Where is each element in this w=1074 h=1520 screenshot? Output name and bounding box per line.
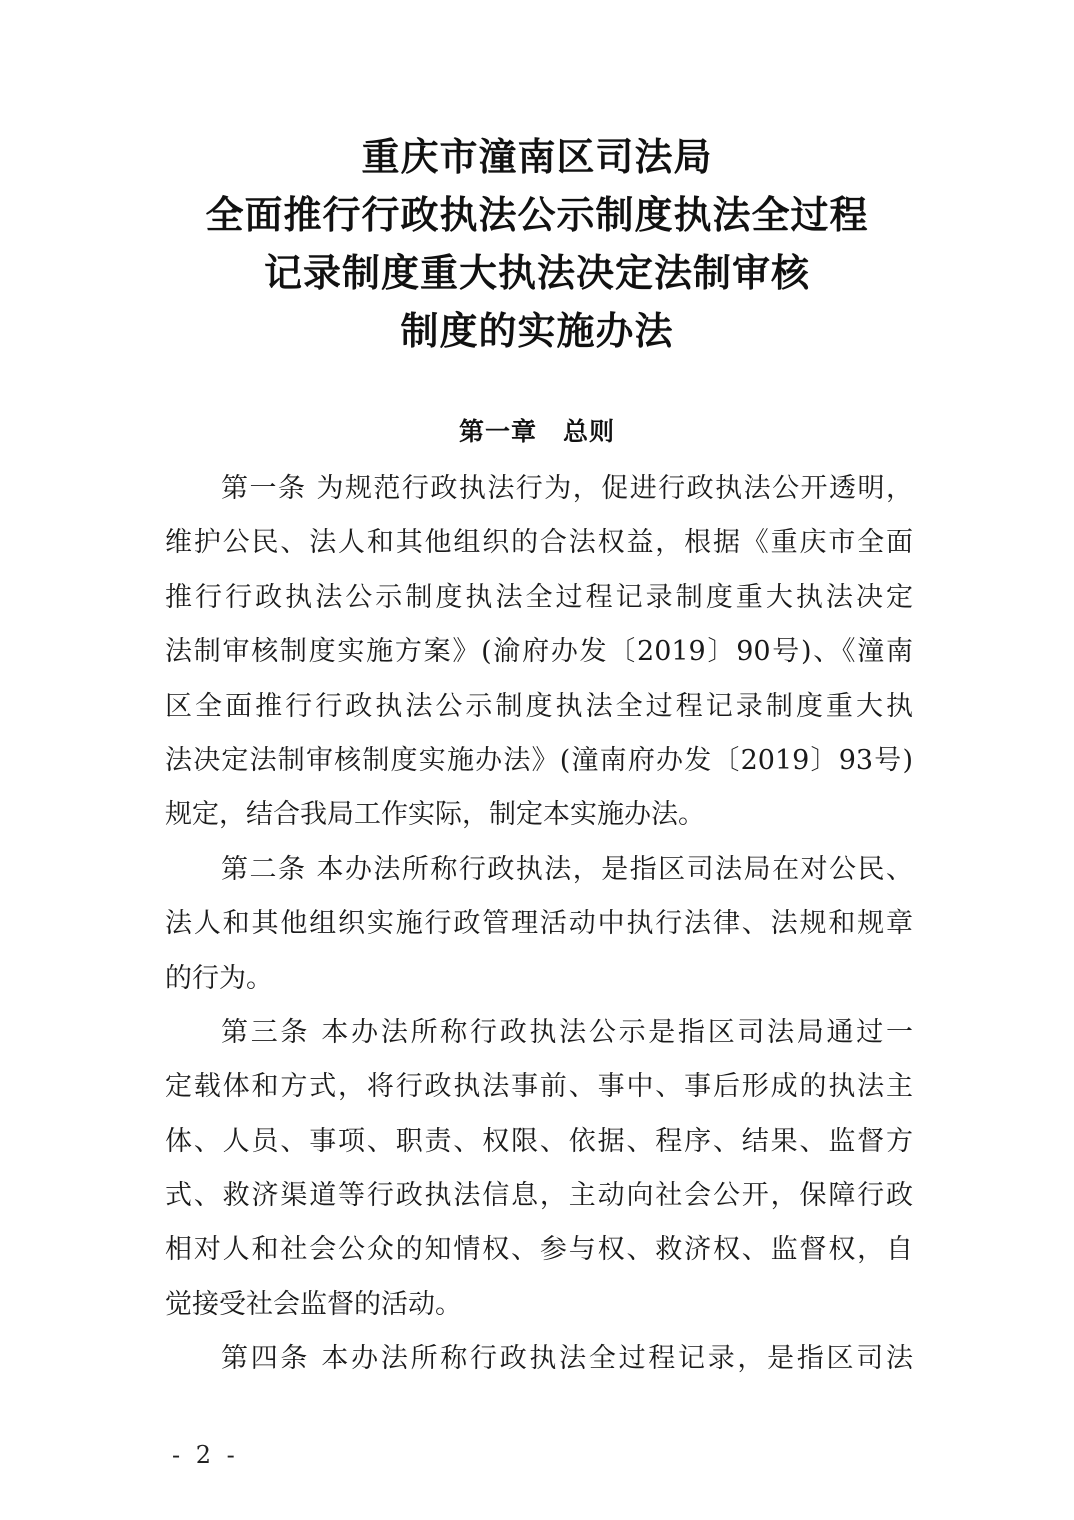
title-line-3: 记录制度重大执法决定法制审核 — [263, 250, 810, 295]
title-line-1: 重庆市潼南区司法局 — [361, 134, 713, 179]
body-text — [165, 462, 913, 1387]
article-2-line-2: 法人和其他组织实施行政管理活动中执行法律、法规和规章 — [165, 908, 913, 940]
title-line-4: 制度的实施办法 — [400, 308, 674, 353]
article-3-line-2: 定载体和方式，将行政执法事前、事中、事后形成的执法主 — [165, 1071, 913, 1103]
page-number: - 2 - — [172, 1441, 239, 1469]
article-1-line-2: 维护公民、法人和其他组织的合法权益，根据《重庆市全面 — [165, 527, 913, 559]
article-1-line-3: 推行行政执法公示制度执法全过程记录制度重大执法决定 — [165, 581, 913, 613]
article-1-line-5: 区全面推行行政执法公示制度执法全过程记录制度重大执 — [165, 690, 913, 722]
article-3-line-5: 相对人和社会公众的知情权、参与权、救济权、监督权，自 — [165, 1234, 913, 1266]
article-2-line-1: 第二条 本办法所称行政执法，是指区司法局在对公民、 — [221, 853, 913, 885]
title-line-2: 全面推行行政执法公示制度执法全过程 — [205, 192, 869, 237]
article-1-line-7: 规定，结合我局工作实际，制定本实施办法。 — [165, 799, 705, 831]
article-3-line-1: 第三条 本办法所称行政执法公示是指区司法局通过一 — [221, 1016, 913, 1048]
article-1-line-4: 法制审核制度实施方案》(渝府办发〔2019〕90号)、《潼南 — [165, 636, 913, 668]
article-1-line-6: 法决定法制审核制度实施办法》(潼南府办发〔2019〕93号) — [165, 744, 913, 776]
article-3-line-4: 式、救济渠道等行政执法信息，主动向社会公开，保障行政 — [165, 1180, 913, 1212]
article-4-line-1: 第四条 本办法所称行政执法全过程记录，是指区司法 — [221, 1343, 913, 1375]
article-1-line-1: 第一条 为规范行政执法行为，促进行政执法公开透明， — [221, 473, 913, 504]
chapter-heading: 第一章 总则 — [458, 417, 615, 446]
article-3-line-6: 觉接受社会监督的活动。 — [165, 1288, 462, 1320]
document-title — [0, 128, 1074, 360]
article-3-line-3: 体、人员、事项、职责、权限、依据、程序、结果、监督方 — [165, 1125, 913, 1157]
article-2-line-3: 的行为。 — [165, 962, 273, 994]
